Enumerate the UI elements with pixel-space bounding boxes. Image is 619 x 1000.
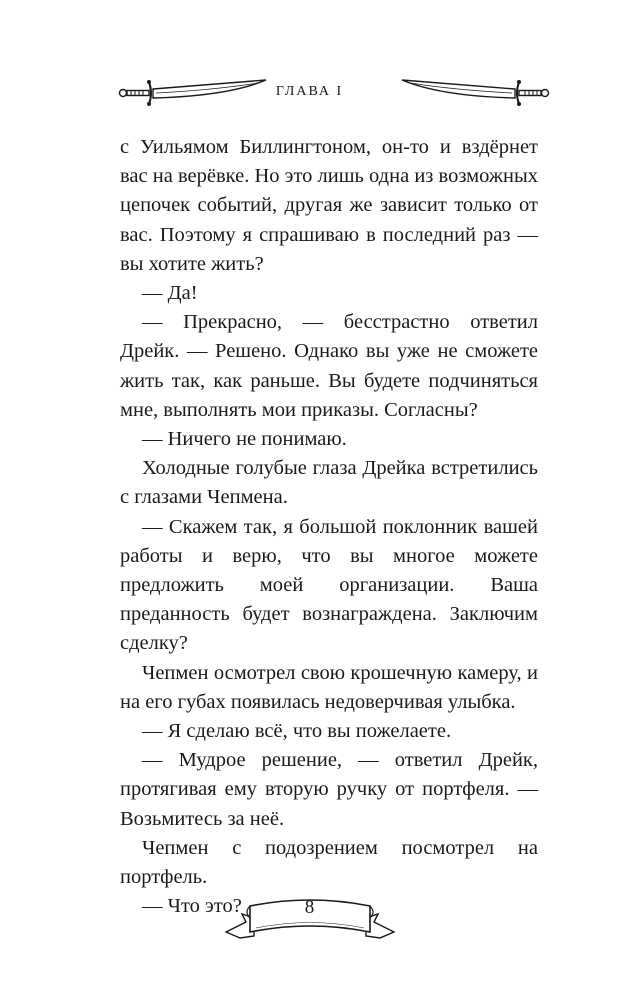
paragraph: — Прекрасно, — бесстрастно ответил Дрейк. — Решено. Однако вы уже не сможете жить так, как раньше. Вы будете подчиняться мне, выполнять мои приказы. Согласны? [120, 311, 538, 421]
paragraph: — Скажем так, я большой поклонник вашей работы и верю, что вы многое можете предложить моей организации. Ваша преданность будет вознаграждена. Заключим сделку? [120, 515, 538, 655]
paragraph: Чепмен осмотрел свою крошечную камеру, и на его губах появилась недоверчивая улыбка. [120, 661, 538, 713]
page-number: 8 [304, 897, 315, 918]
chapter-title: ГЛАВА I [275, 84, 344, 99]
paragraph: Холодные голубые глаза Дрейка встретились с глазами Чепмена. [120, 457, 538, 509]
paragraph: — Да! [142, 282, 198, 305]
paragraph: Чепмен с подозрением посмотрел на портфель. [120, 836, 538, 889]
paragraph: — Мудрое решение, — ответил Дрейк, протягивая ему вторую ручку от портфеля. — Возьмитесь за неё. [120, 749, 538, 830]
body-text [120, 133, 538, 921]
paragraph: — Я сделаю всё, что вы пожелаете. [142, 720, 452, 743]
paragraph: — Ничего не понимаю. [142, 428, 347, 451]
chapter-header [0, 70, 619, 114]
page-footer [0, 888, 619, 948]
paragraph: — Что это? [142, 895, 242, 918]
paragraph: с Уильямом Биллингтоном, он-то и вздёрнет вас на верёвке. Но это лишь одна из возможных цепочек событий, другая же зависит только от вас. Поэтому я спрашиваю в последний раз — вы хотите жить? [120, 136, 538, 275]
sword-icon [400, 78, 550, 108]
